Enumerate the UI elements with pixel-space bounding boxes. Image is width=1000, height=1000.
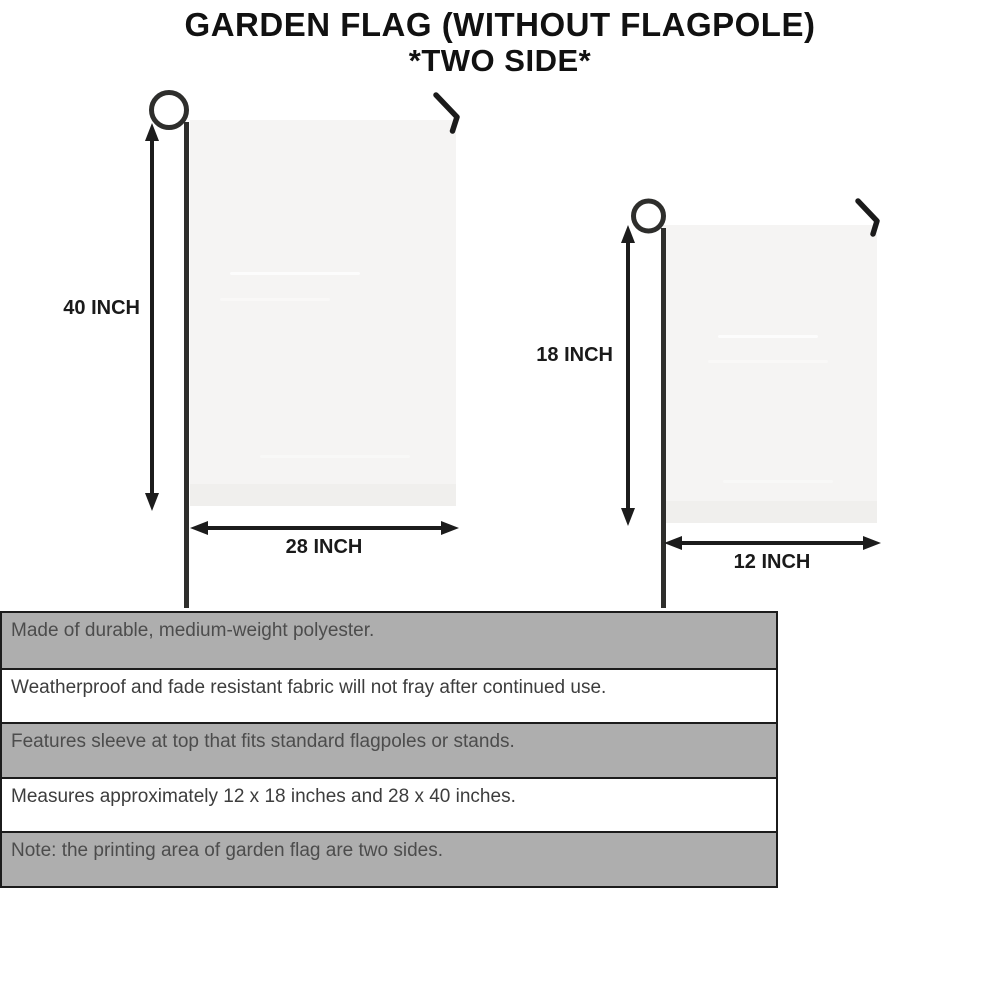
dimension-arrow-height-small	[621, 225, 635, 526]
feature-row-sleeve: Features sleeve at top that fits standard flagpoles or stands.	[2, 722, 776, 777]
width-label-large: 28 INCH	[285, 536, 363, 558]
feature-row-material: Made of durable, medium-weight polyester.	[2, 613, 776, 668]
fold-mark	[230, 272, 360, 275]
feature-row-note: Note: the printing area of garden flag are two sides.	[2, 831, 776, 886]
fold-mark	[708, 360, 828, 363]
fold-mark	[718, 335, 818, 338]
fold-mark	[220, 298, 330, 301]
pole-loop-icon	[152, 93, 187, 128]
feature-row-measures: Measures approximately 12 x 18 inches and 28 x 40 inches.	[2, 777, 776, 832]
large-flag-fabric	[190, 120, 456, 506]
title-line-2: *TWO SIDE*	[408, 43, 592, 78]
title-line-1: GARDEN FLAG (WITHOUT FLAGPOLE)	[184, 6, 816, 43]
dimension-arrow-width-small	[664, 536, 881, 550]
feature-table	[0, 611, 778, 888]
page-title	[0, 6, 1000, 78]
fold-mark	[260, 455, 410, 458]
dimension-arrow-width-large	[190, 521, 459, 535]
small-flag-fabric	[663, 225, 877, 523]
height-label-small: 18 INCH	[536, 344, 613, 366]
large-flagpole	[152, 93, 187, 609]
flag-hem	[663, 501, 877, 523]
fold-mark	[723, 480, 833, 483]
feature-row-weatherproof: Weatherproof and fade resistant fabric will not fray after continued use.	[2, 668, 776, 723]
flag-hem	[190, 484, 456, 506]
width-label-small: 12 INCH	[733, 551, 811, 573]
pole-loop-icon	[634, 201, 664, 231]
height-label-large: 40 INCH	[63, 297, 140, 319]
dimension-arrow-height-large	[145, 123, 159, 511]
small-flagpole	[634, 201, 664, 608]
